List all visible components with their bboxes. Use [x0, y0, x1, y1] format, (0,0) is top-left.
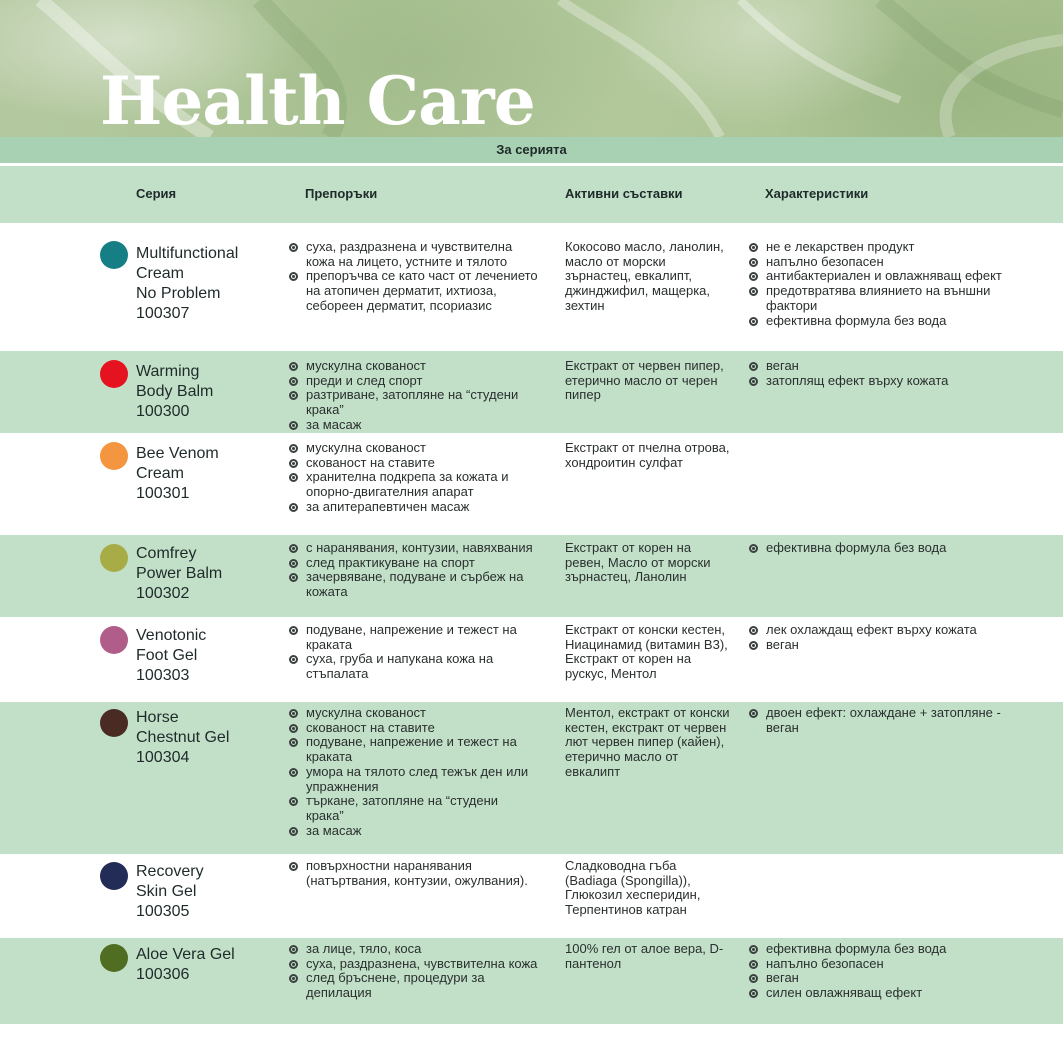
recommendation-item: с наранявания, контузии, навяхвания	[288, 541, 538, 556]
recommendation-item: за масаж	[288, 824, 538, 839]
characteristic-item: затоплящ ефект върху кожата	[748, 374, 1010, 389]
recommendation-item: търкане, затопляне на “студени крака”	[288, 794, 538, 823]
characteristic-item: веган	[748, 971, 1010, 986]
characteristic-item: антибактериален и овлажняващ ефект	[748, 269, 1010, 284]
header-banner	[0, 0, 1063, 137]
recommendation-item: за лице, тяло, коса	[288, 942, 538, 957]
table-row	[0, 938, 1063, 1024]
recommendation-item: подуване, напрежение и тежест на краката	[288, 735, 538, 764]
characteristics-list	[748, 942, 1010, 1001]
product-name-line: 100307	[136, 305, 190, 322]
table-header	[0, 166, 1063, 223]
recommendation-item: скованост на ставите	[288, 456, 538, 471]
table-row	[0, 351, 1063, 433]
product-name-line: Aloe Vera Gel	[136, 946, 235, 963]
product-name-line: 100304	[136, 749, 190, 766]
characteristic-item: предотвратява влиянието на външни фактори	[748, 284, 1010, 313]
product-name	[136, 444, 276, 504]
table-row	[0, 854, 1063, 938]
recommendation-item: за масаж	[288, 418, 538, 433]
ingredients-text: 100% гел от алое вера, D-пантенол	[565, 941, 724, 971]
product-name	[136, 945, 276, 985]
characteristic-item: напълно безопасен	[748, 255, 1010, 270]
characteristics-list	[748, 240, 1010, 328]
characteristic-item: не е лекарствен продукт	[748, 240, 1010, 255]
series-section-bar: За серията	[0, 137, 1063, 163]
recommendation-item: мускулна скованост	[288, 359, 538, 374]
recommendation-item: след практикуване на спорт	[288, 556, 538, 571]
column-header-ingredients: Активни съставки	[565, 186, 683, 201]
product-name	[136, 708, 276, 768]
table-row	[0, 702, 1063, 854]
product-name-line: Power Balm	[136, 565, 223, 582]
characteristics-list	[748, 623, 1010, 652]
product-name-line: Skin Gel	[136, 883, 197, 900]
product-name-line: Comfrey	[136, 545, 197, 562]
color-dot	[100, 626, 128, 654]
recommendations-list	[288, 706, 538, 838]
characteristic-item: ефективна формула без вода	[748, 541, 1010, 556]
recommendation-item: суха, раздразнена, чувствителна кожа	[288, 957, 538, 972]
color-dot	[100, 360, 128, 388]
ingredients-text: Сладководна гъба (Badiaga (Spongilla)), Глюкозил хесперидин, Терпентинов катран	[565, 858, 701, 918]
product-name-line: Horse	[136, 709, 179, 726]
product-name-line: 100302	[136, 585, 190, 602]
table-row	[0, 225, 1063, 351]
characteristics-list	[748, 541, 1010, 556]
ingredients-text: Екстракт от червен пипер, етерично масло от черен пипер	[565, 358, 724, 403]
product-name-line: Warming	[136, 363, 200, 380]
product-name-line: Foot Gel	[136, 647, 198, 664]
color-dot	[100, 944, 128, 972]
recommendation-item: повърхностни наранявания (натъртвания, контузии, ожулвания).	[288, 859, 538, 888]
recommendation-item: мускулна скованост	[288, 441, 538, 456]
recommendation-item: след бръснене, процедури за депилация	[288, 971, 538, 1000]
characteristic-item: веган	[748, 359, 1010, 374]
page-title: Health Care	[100, 62, 535, 137]
characteristic-item: двоен ефект: охлаждане + затопляне - веган	[748, 706, 1010, 735]
recommendation-item: зачервяване, подуване и сърбеж на кожата	[288, 570, 538, 599]
recommendation-item: хранителна подкрепа за кожата и опорно-двигателния апарат	[288, 470, 538, 499]
recommendation-item: умора на тялото след тежък ден или упражнения	[288, 765, 538, 794]
product-name-line: Venotonic	[136, 627, 207, 644]
recommendation-item: суха, груба и напукана кожа на стъпалата	[288, 652, 538, 681]
recommendation-item: преди и след спорт	[288, 374, 538, 389]
characteristic-item: веган	[748, 638, 1010, 653]
color-dot	[100, 544, 128, 572]
product-name-line: Body Balm	[136, 383, 214, 400]
color-dot	[100, 241, 128, 269]
recommendations-list	[288, 623, 538, 682]
recommendation-item: препоръчва се като част от лечението на атопичен дерматит, ихтиоза, себореен дерматит, псориазис	[288, 269, 538, 313]
recommendation-item: скованост на ставите	[288, 721, 538, 736]
product-name-line: Cream	[136, 465, 185, 482]
recommendations-list	[288, 859, 538, 888]
product-name	[136, 544, 276, 604]
characteristics-list	[748, 706, 1010, 735]
characteristic-item: лек охлаждащ ефект върху кожата	[748, 623, 1010, 638]
product-name-line: 100300	[136, 403, 190, 420]
product-name	[136, 626, 276, 686]
product-name	[136, 362, 276, 422]
product-name-line: No Problem	[136, 285, 221, 302]
color-dot	[100, 709, 128, 737]
color-dot	[100, 862, 128, 890]
product-name-line: Chestnut Gel	[136, 729, 230, 746]
recommendation-item: суха, раздразнена и чувствителна кожа на лицето, устните и тялото	[288, 240, 538, 269]
product-name-line: 100306	[136, 966, 190, 983]
characteristic-item: ефективна формула без вода	[748, 942, 1010, 957]
recommendations-list	[288, 541, 538, 600]
color-dot	[100, 442, 128, 470]
recommendations-list	[288, 441, 538, 515]
product-name-line: 100301	[136, 485, 190, 502]
recommendation-item: мускулна скованост	[288, 706, 538, 721]
ingredients-text: Екстракт от пчелна отрова, хондроитин сулфат	[565, 440, 730, 470]
recommendations-list	[288, 359, 538, 433]
table-row	[0, 535, 1063, 617]
characteristic-item: ефективна формула без вода	[748, 314, 1010, 329]
characteristic-item: силен овлажняващ ефект	[748, 986, 1010, 1001]
product-name-line: Bee Venom	[136, 445, 219, 462]
product-name-line: 100303	[136, 667, 190, 684]
ingredients-text: Екстракт от корен на ревен, Масло от морски зърнастец, Ланолин	[565, 540, 711, 585]
recommendation-item: разтриване, затопляне на “студени крака”	[288, 388, 538, 417]
ingredients-text: Екстракт от конски кестен, Ниацинамид (витамин B3), Екстракт от корен на рускус, Ментол	[565, 622, 728, 682]
table-row	[0, 617, 1063, 702]
recommendation-item: за апитерапевтичен масаж	[288, 500, 538, 515]
product-name-line: Cream	[136, 265, 185, 282]
column-header-recommendations: Препоръки	[305, 186, 378, 201]
ingredients-text: Ментол, екстракт от конски кестен, екстракт от червен лют червен пипер (кайен), етерично масло от евкалипт	[565, 705, 730, 779]
recommendations-list	[288, 240, 538, 314]
recommendation-item: подуване, напрежение и тежест на краката	[288, 623, 538, 652]
table-row	[0, 433, 1063, 535]
column-header-series: Серия	[136, 186, 177, 201]
product-name	[136, 862, 276, 922]
column-header-characteristics: Характеристики	[765, 186, 869, 201]
characteristics-list	[748, 359, 1010, 388]
product-name-line: Multifunctional	[136, 245, 239, 262]
ingredients-text: Кокосово масло, ланолин, масло от морски зърнастец, евкалипт, джинджифил, мащерка, зехтин	[565, 239, 724, 313]
characteristic-item: напълно безопасен	[748, 957, 1010, 972]
recommendations-list	[288, 942, 538, 1001]
product-name-line: Recovery	[136, 863, 204, 880]
product-name-line: 100305	[136, 903, 190, 920]
product-name	[136, 244, 276, 324]
